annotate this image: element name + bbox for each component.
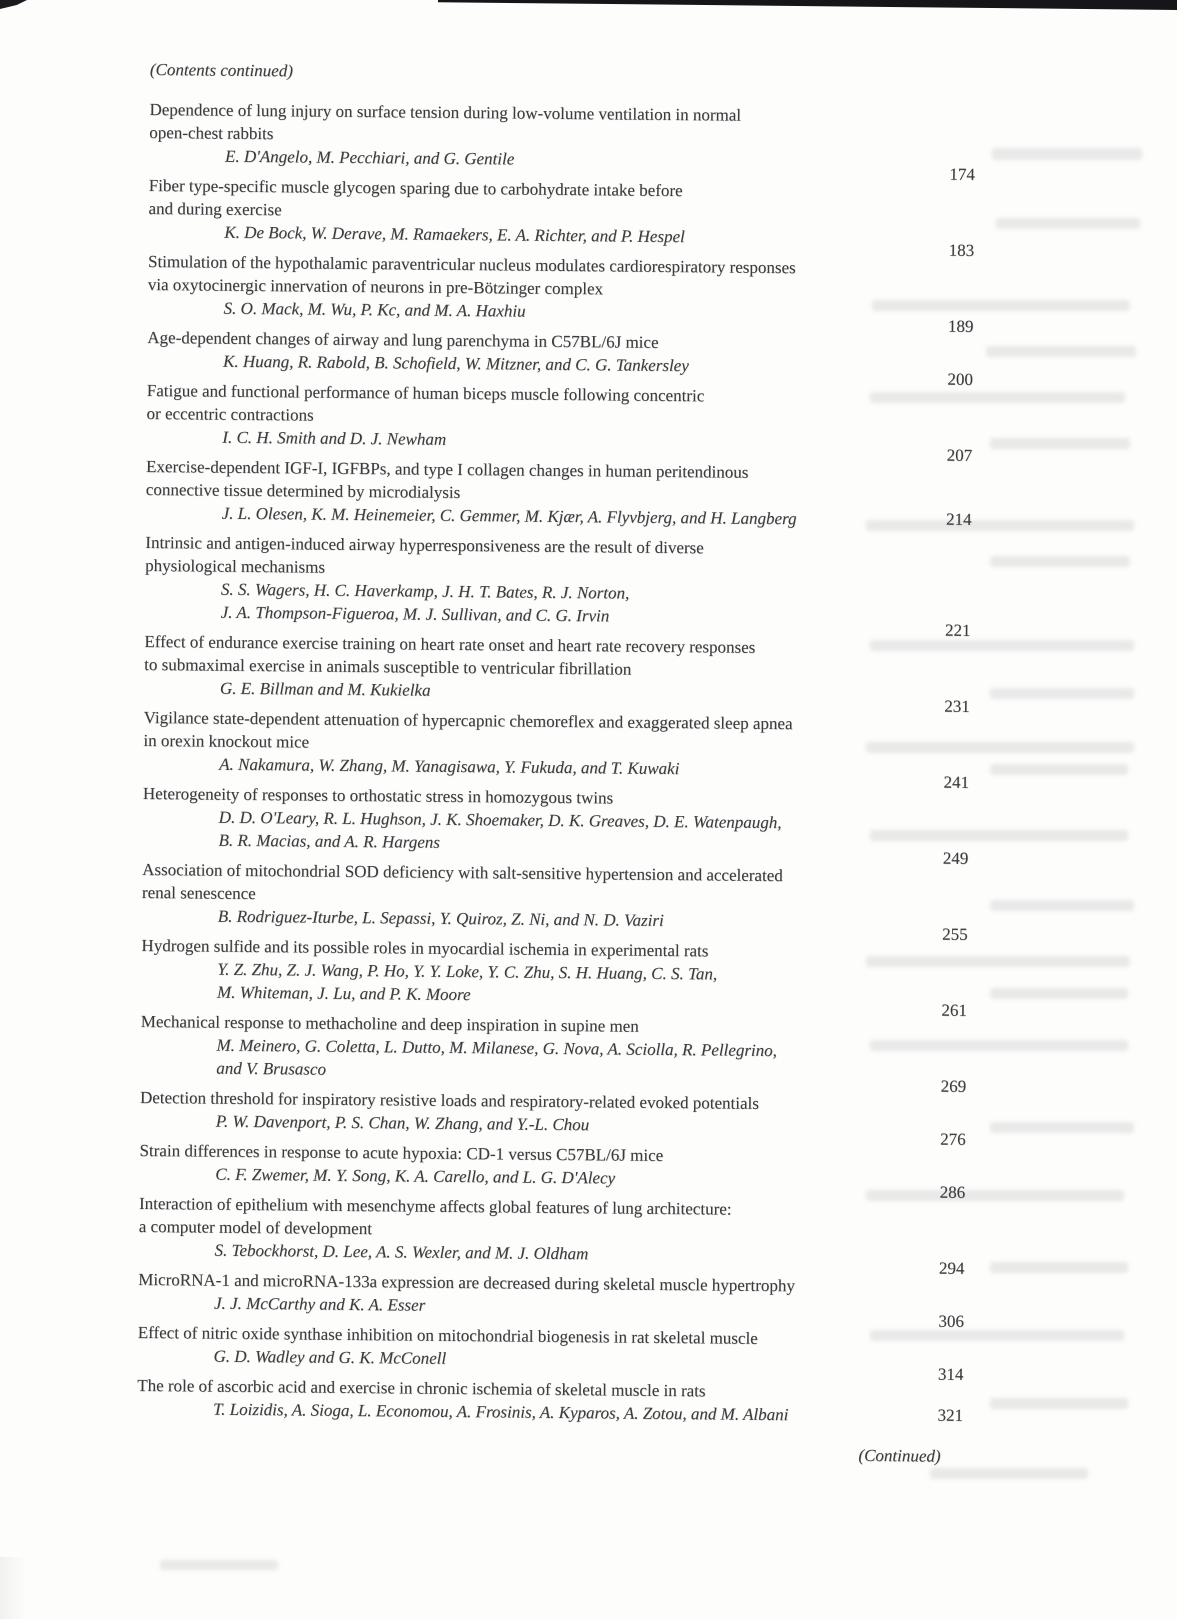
toc-entry-list xyxy=(137,98,982,1428)
toc-entry xyxy=(147,326,979,389)
show-through-artifact xyxy=(996,218,1140,229)
toc-entry xyxy=(141,934,974,1020)
toc-entry xyxy=(145,531,978,640)
article-authors: T. Loizidis, A. Sioga, L. Economou, A. Frosinis, A. Kyparos, A. Zotou, and M. Albani xyxy=(212,1399,789,1425)
page-number: 269 xyxy=(940,1076,967,1096)
page-number: 276 xyxy=(940,1129,966,1149)
article-authors: J. J. McCarthy and K. A. Esser xyxy=(213,1293,426,1315)
show-through-artifact xyxy=(990,688,1134,699)
article-authors: S. S. Wagers, H. C. Haverkamp, J. H. T. Bates, R. J. Norton, J. A. Thompson-Figueroa, M. J. Sullivan, and C. G. Irvin xyxy=(220,579,630,626)
article-authors: M. Meinero, G. Coletta, L. Dutto, M. Milanese, G. Nova, A. Sciolla, R. Pellegrino, and V. Brusasco xyxy=(216,1035,778,1079)
toc-entry xyxy=(137,1321,969,1384)
toc-entry xyxy=(147,250,980,336)
show-through-artifact xyxy=(990,988,1128,999)
page-number: 249 xyxy=(942,848,969,868)
article-title: Vigilance state-dependent attenuation of hypercapnic chemoreflex and exaggerated sleep apnea in orexin knockout mice xyxy=(143,707,793,752)
page-number: 261 xyxy=(941,1000,967,1020)
article-title: Effect of endurance exercise training on heart rate onset and heart rate recovery responses to submaximal exercise in animals susceptible to ventricular fibrillation xyxy=(144,631,756,679)
show-through-artifact xyxy=(990,1262,1128,1273)
article-title: Age-dependent changes of airway and lung parenchyma in C57BL/6J mice xyxy=(147,327,659,352)
article-authors: G. E. Billman and M. Kukielka xyxy=(219,678,431,700)
toc-entry xyxy=(143,706,976,792)
continued-note: (Continued) xyxy=(858,1445,941,1466)
toc-entry xyxy=(138,1192,971,1278)
toc-entry xyxy=(146,379,979,465)
article-authors: S. O. Mack, M. Wu, P. Kc, and M. A. Haxhiu xyxy=(223,298,526,321)
show-through-artifact xyxy=(990,556,1130,567)
article-authors: G. D. Wadley and G. K. McConell xyxy=(213,1346,447,1368)
contents-continued-heading: (Contents continued) xyxy=(149,59,294,81)
article-title: MicroRNA-1 and microRNA-133a expression are decreased during skeletal muscle hypertrophy xyxy=(138,1269,796,1296)
page-number: 241 xyxy=(943,772,970,792)
toc-entry xyxy=(137,1374,969,1428)
article-authors: B. Rodriguez-Iturbe, L. Sepassi, Y. Quiroz, Z. Ni, and N. D. Vaziri xyxy=(217,906,664,930)
toc-entry xyxy=(142,782,975,868)
show-through-artifact xyxy=(986,346,1136,357)
article-title: Mechanical response to methacholine and deep inspiration in supine men xyxy=(140,1011,639,1036)
article-title: Hydrogen sulfide and its possible roles in myocardial ischemia in experimental rats xyxy=(141,935,709,961)
article-title: Association of mitochondrial SOD deficiency with salt-sensitive hypertension and accelerated renal senescence xyxy=(141,859,783,904)
article-title: Fiber type-specific muscle glycogen sparing due to carbohydrate intake before and during exercise xyxy=(148,175,683,220)
article-title: Detection threshold for inspiratory resistive loads and respiratory-related evoked potentials xyxy=(139,1087,759,1113)
page-number: 321 xyxy=(937,1405,964,1425)
show-through-artifact xyxy=(992,148,1142,160)
toc-entry xyxy=(146,455,979,532)
scan-edge-artifact-bottom-left xyxy=(0,1557,26,1619)
article-title: The role of ascorbic acid and exercise in chronic ischemia of skeletal muscle in rats xyxy=(137,1375,706,1401)
article-authors: Y. Z. Zhu, Z. J. Wang, P. Ho, Y. Y. Loke, Y. C. Zhu, S. H. Huang, C. S. Tan, M. Whiteman, J. Lu, and P. K. Moore xyxy=(216,959,718,1005)
show-through-artifact xyxy=(990,1122,1134,1133)
scan-edge-artifact-top xyxy=(438,0,1177,10)
article-title: Interaction of epithelium with mesenchyme affects global features of lung architecture: a computer model of development xyxy=(138,1193,732,1239)
article-title: Dependence of lung injury on surface tension during low-volume ventilation in normal open-chest rabbits xyxy=(149,99,742,144)
show-through-artifact xyxy=(990,1398,1128,1409)
page-number: 221 xyxy=(944,620,971,640)
page-number: 294 xyxy=(938,1258,965,1278)
article-title: Intrinsic and antigen-induced airway hyperresponsiveness are the result of diverse physiological mechanisms xyxy=(145,532,704,577)
page-number: 306 xyxy=(938,1311,965,1331)
page-number: 214 xyxy=(946,509,972,529)
toc-entry xyxy=(139,1086,972,1149)
page-number: 207 xyxy=(946,445,973,465)
page-number: 231 xyxy=(944,696,970,716)
page-number: 286 xyxy=(939,1182,966,1202)
page-number: 200 xyxy=(947,369,974,389)
page-number: 174 xyxy=(949,164,976,184)
article-authors: K. Huang, R. Rabold, B. Schofield, W. Mitzner, and C. G. Tankersley xyxy=(223,351,689,376)
show-through-artifact xyxy=(990,764,1128,775)
article-title: Strain differences in response to acute hypoxia: CD-1 versus C57BL/6J mice xyxy=(139,1140,664,1165)
page-number: 183 xyxy=(948,240,975,260)
article-authors: K. De Bock, W. Derave, M. Ramaekers, E. A. Richter, and P. Hespel xyxy=(224,222,685,247)
article-title: Effect of nitric oxide synthase inhibition on mitochondrial biogenesis in rat skeletal muscle xyxy=(137,1322,758,1348)
article-authors: I. C. H. Smith and D. J. Newham xyxy=(222,427,447,449)
toc-entry xyxy=(138,1268,970,1331)
show-through-artifact xyxy=(990,438,1130,449)
article-title: Stimulation of the hypothalamic paraventricular nucleus modulates cardiorespiratory responses via oxytocinergic innervation of neurons in pre-Bötzinger complex xyxy=(147,251,796,299)
toc-entry xyxy=(140,1010,973,1096)
article-title: Fatigue and functional performance of human biceps muscle following concentric or eccentric contractions xyxy=(146,380,705,425)
article-authors: E. D'Angelo, M. Pecchiari, and G. Gentile xyxy=(224,146,515,169)
article-authors: S. Tebockhorst, D. Lee, A. S. Wexler, and M. J. Oldham xyxy=(214,1240,589,1264)
toc-entry xyxy=(149,98,982,184)
article-authors: J. L. Olesen, K. M. Heinemeier, C. Gemmer, M. Kjær, A. Flyvbjerg, and H. Langberg xyxy=(221,503,797,529)
show-through-artifact xyxy=(160,1560,278,1570)
page-number: 255 xyxy=(942,924,968,944)
show-through-artifact xyxy=(990,900,1134,911)
toc-content xyxy=(137,58,982,1468)
article-title: Heterogeneity of responses to orthostatic stress in homozygous twins xyxy=(142,783,614,808)
article-title: Exercise-dependent IGF-I, IGFBPs, and type I collagen changes in human peritendinous connective tissue determined by microdialysis xyxy=(145,456,749,502)
article-authors: P. W. Davenport, P. S. Chan, W. Zhang, and Y.-L. Chou xyxy=(215,1111,590,1135)
scan-edge-artifact-corner xyxy=(0,0,27,9)
toc-entry xyxy=(144,630,977,716)
toc-entry xyxy=(139,1139,971,1202)
show-through-artifact xyxy=(930,1468,1088,1479)
article-authors: A. Nakamura, W. Zhang, M. Yanagisawa, Y. Fukuda, and T. Kuwaki xyxy=(219,754,680,779)
page-number: 189 xyxy=(947,316,974,336)
toc-entry xyxy=(148,174,981,260)
toc-entry xyxy=(141,858,975,944)
article-authors: C. F. Zwemer, M. Y. Song, K. A. Carello, and L. G. D'Alecy xyxy=(215,1164,616,1188)
page-number: 314 xyxy=(937,1364,964,1384)
article-authors: D. D. O'Leary, R. L. Hughson, J. K. Shoemaker, D. K. Greaves, D. E. Watenpaugh, B. R. Macias, and A. R. Hargens xyxy=(218,807,782,852)
